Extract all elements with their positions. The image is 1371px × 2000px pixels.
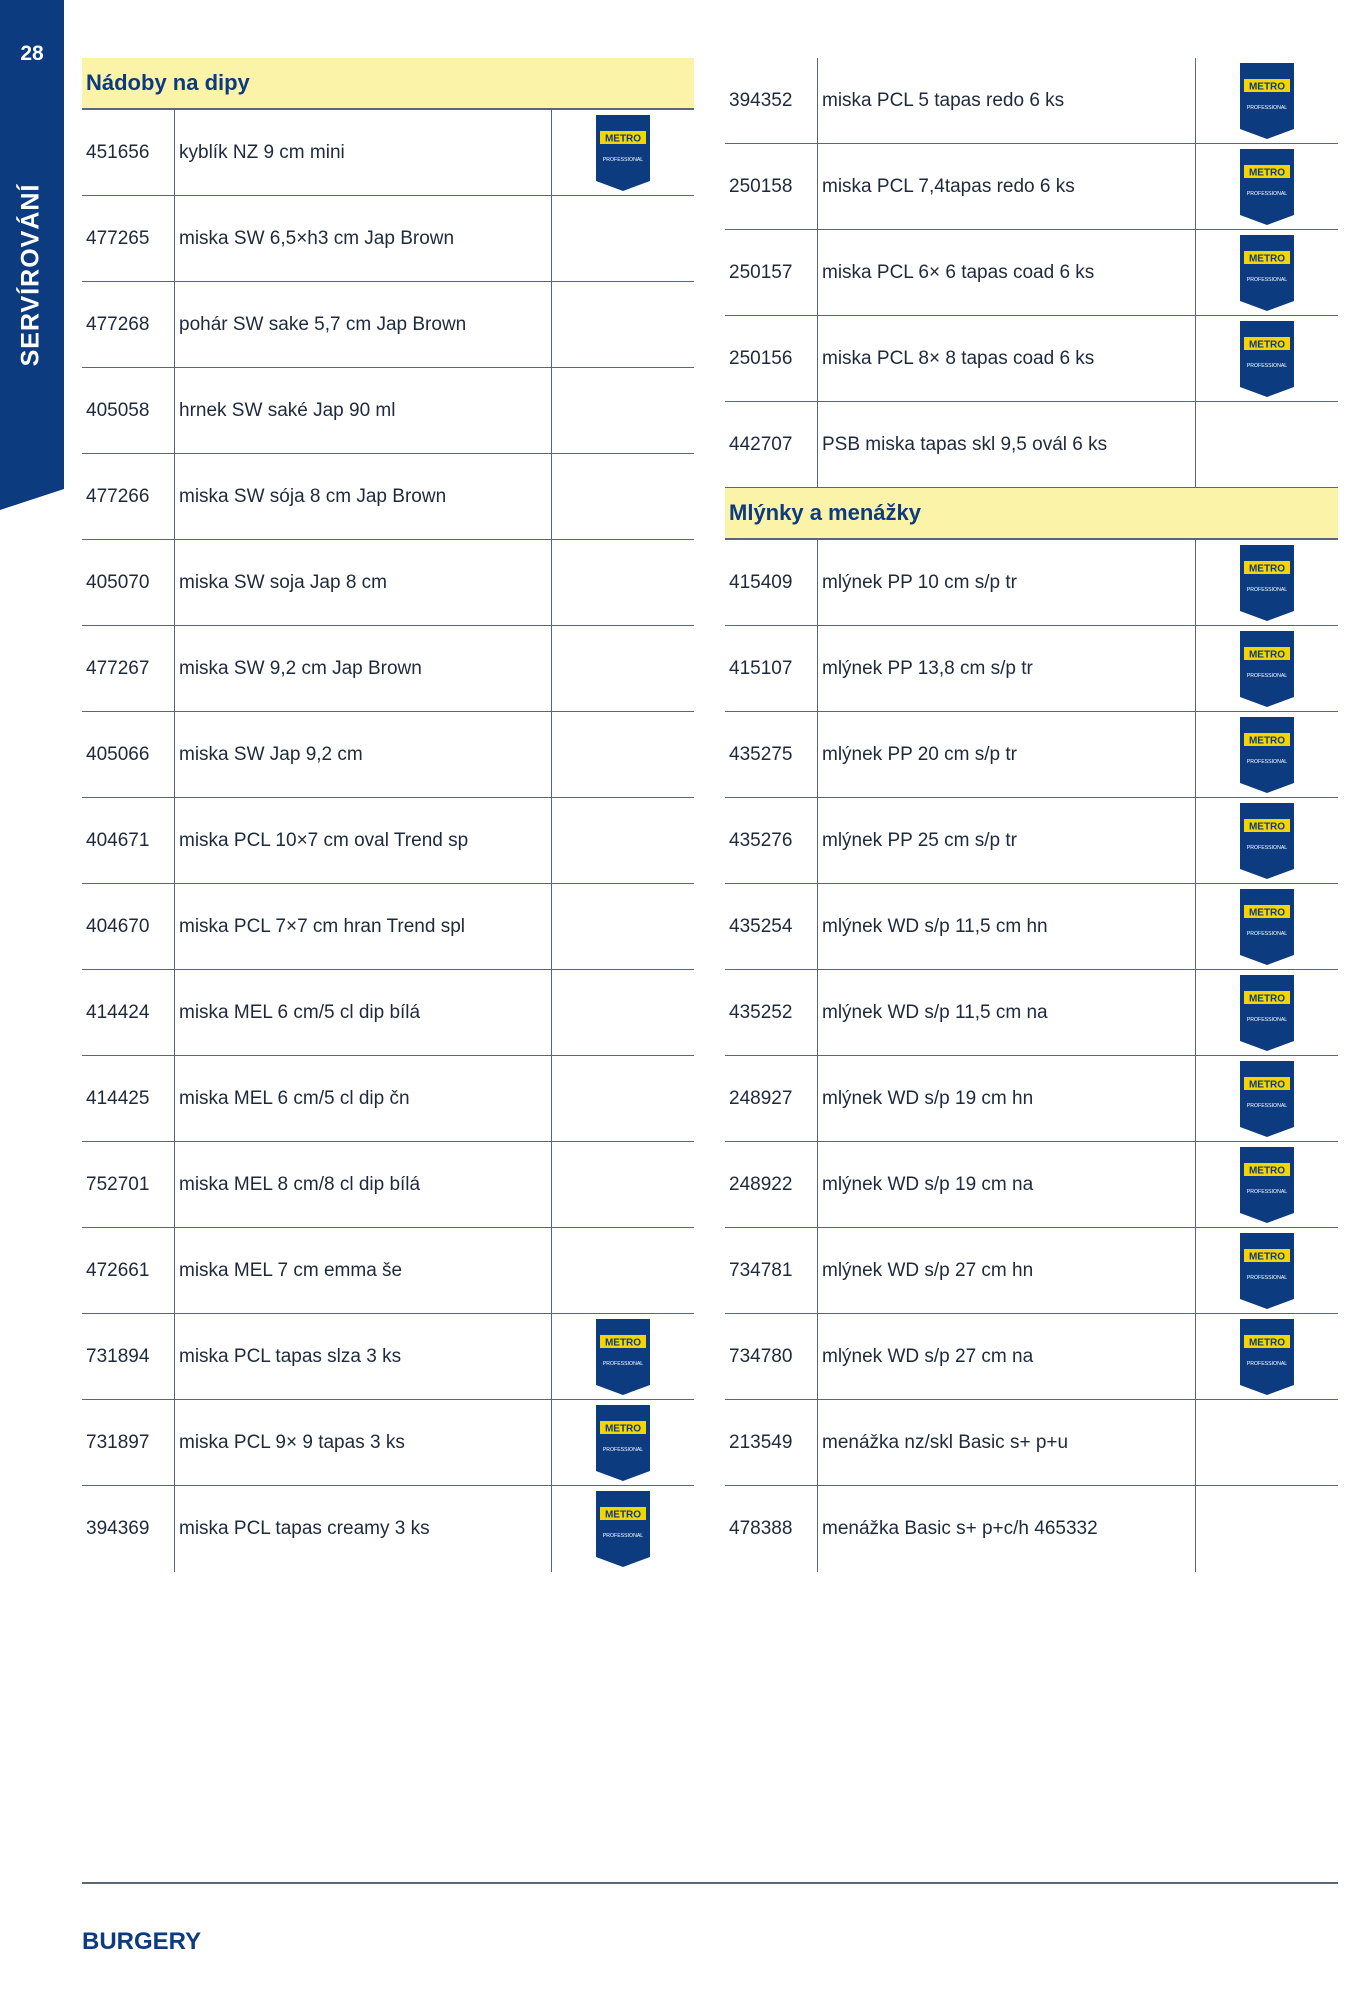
- metro-professional-logo: [1240, 631, 1294, 707]
- svg-text:PROFESSIONAL: PROFESSIONAL: [1246, 276, 1288, 283]
- product-row: [82, 1056, 694, 1142]
- product-name: miska PCL tapas creamy 3 ks: [175, 1486, 552, 1572]
- product-code: 478388: [725, 1486, 818, 1572]
- product-row: [82, 1314, 694, 1400]
- product-row: [82, 540, 694, 626]
- product-code: 248927: [725, 1056, 818, 1141]
- svg-text:PROFESSIONAL: PROFESSIONAL: [1246, 930, 1288, 937]
- svg-text:METRO: METRO: [1248, 339, 1286, 350]
- product-name: mlýnek WD s/p 11,5 cm na: [818, 970, 1196, 1055]
- product-name: kyblík NZ 9 cm mini: [175, 110, 552, 195]
- product-name: miska PCL 9× 9 tapas 3 ks: [175, 1400, 552, 1485]
- svg-text:PROFESSIONAL: PROFESSIONAL: [1246, 672, 1288, 679]
- svg-text:METRO: METRO: [1248, 907, 1286, 918]
- svg-text:METRO: METRO: [1248, 1251, 1286, 1262]
- logo-cell: [1196, 144, 1338, 229]
- product-code: 477267: [82, 626, 175, 711]
- svg-text:PROFESSIONAL: PROFESSIONAL: [1246, 190, 1288, 197]
- svg-text:METRO: METRO: [604, 1509, 642, 1521]
- product-row: [82, 1142, 694, 1228]
- product-name: mlýnek WD s/p 27 cm hn: [818, 1228, 1196, 1313]
- product-row: [725, 884, 1338, 970]
- section-heading-grinders: Mlýnky a menážky: [725, 488, 1338, 540]
- product-name: miska PCL 8× 8 tapas coad 6 ks: [818, 316, 1196, 401]
- product-name: miska PCL 6× 6 tapas coad 6 ks: [818, 230, 1196, 315]
- product-name: menážka nz/skl Basic s+ p+u: [818, 1400, 1196, 1485]
- right-column: [725, 58, 1338, 1572]
- svg-text:METRO: METRO: [1248, 1079, 1286, 1090]
- product-code: 250156: [725, 316, 818, 401]
- metro-professional-logo: [1240, 1147, 1294, 1223]
- logo-cell: [552, 1056, 694, 1141]
- product-row: [725, 58, 1338, 144]
- svg-text:METRO: METRO: [1248, 1165, 1286, 1176]
- section-heading-dips: Nádoby na dipy: [82, 58, 694, 110]
- product-code: 477268: [82, 282, 175, 367]
- svg-text:PROFESSIONAL: PROFESSIONAL: [1246, 1102, 1288, 1109]
- product-row: [725, 626, 1338, 712]
- svg-text:PROFESSIONAL: PROFESSIONAL: [1246, 844, 1288, 851]
- metro-professional-logo: [1240, 63, 1294, 139]
- product-name: miska MEL 6 cm/5 cl dip bílá: [175, 970, 552, 1055]
- product-code: 404671: [82, 798, 175, 883]
- product-code: 414424: [82, 970, 175, 1055]
- product-name: miska PCL 7,4tapas redo 6 ks: [818, 144, 1196, 229]
- product-name: pohár SW sake 5,7 cm Jap Brown: [175, 282, 552, 367]
- product-code: 250158: [725, 144, 818, 229]
- product-row: [725, 144, 1338, 230]
- svg-text:PROFESSIONAL: PROFESSIONAL: [602, 156, 644, 163]
- product-code: 415409: [725, 540, 818, 625]
- logo-cell: [1196, 626, 1338, 711]
- logo-cell: [1196, 798, 1338, 883]
- svg-text:PROFESSIONAL: PROFESSIONAL: [1246, 758, 1288, 765]
- product-name: miska MEL 6 cm/5 cl dip čn: [175, 1056, 552, 1141]
- svg-text:PROFESSIONAL: PROFESSIONAL: [1246, 1016, 1288, 1023]
- product-code: 442707: [725, 402, 818, 487]
- product-row: [82, 110, 694, 196]
- metro-professional-logo: [1240, 975, 1294, 1051]
- logo-cell: [1196, 1486, 1338, 1572]
- product-name: miska SW 6,5×h3 cm Jap Brown: [175, 196, 552, 281]
- svg-text:PROFESSIONAL: PROFESSIONAL: [1246, 1360, 1288, 1367]
- metro-professional-logo: [596, 115, 650, 191]
- logo-cell: [1196, 1228, 1338, 1313]
- left-column: [82, 58, 694, 1572]
- product-code: 731897: [82, 1400, 175, 1485]
- logo-cell: [552, 454, 694, 539]
- metro-professional-logo: [1240, 1319, 1294, 1395]
- logo-cell: [552, 970, 694, 1055]
- product-code: 435252: [725, 970, 818, 1055]
- logo-cell: [1196, 1314, 1338, 1399]
- svg-text:METRO: METRO: [604, 1337, 642, 1348]
- logo-cell: [552, 368, 694, 453]
- page-number: 28: [20, 42, 44, 65]
- product-row: [82, 454, 694, 540]
- section-vertical-label: SERVÍROVÁNÍ: [16, 183, 45, 367]
- logo-cell: [552, 110, 694, 195]
- logo-cell: [1196, 402, 1338, 487]
- svg-text:METRO: METRO: [1248, 81, 1286, 92]
- product-row: [82, 1228, 694, 1314]
- product-row: [725, 402, 1338, 488]
- logo-cell: [552, 884, 694, 969]
- product-name: mlýnek PP 25 cm s/p tr: [818, 798, 1196, 883]
- product-name: miska PCL 10×7 cm oval Trend sp: [175, 798, 552, 883]
- product-row: [725, 798, 1338, 884]
- logo-cell: [1196, 1400, 1338, 1485]
- product-name: miska SW Jap 9,2 cm: [175, 712, 552, 797]
- left-product-list: [82, 110, 694, 1572]
- logo-cell: [552, 1314, 694, 1399]
- product-code: 435254: [725, 884, 818, 969]
- svg-text:METRO: METRO: [604, 1423, 642, 1434]
- product-code: 734780: [725, 1314, 818, 1399]
- metro-professional-logo: [1240, 889, 1294, 965]
- logo-cell: [1196, 316, 1338, 401]
- product-name: hrnek SW saké Jap 90 ml: [175, 368, 552, 453]
- product-row: [82, 196, 694, 282]
- product-code: 752701: [82, 1142, 175, 1227]
- product-row: [82, 884, 694, 970]
- logo-cell: [552, 540, 694, 625]
- product-code: 213549: [725, 1400, 818, 1485]
- logo-cell: [552, 712, 694, 797]
- metro-professional-logo: [1240, 803, 1294, 879]
- product-row: [725, 540, 1338, 626]
- product-code: 248922: [725, 1142, 818, 1227]
- metro-professional-logo: [1240, 717, 1294, 793]
- metro-professional-logo: [1240, 149, 1294, 225]
- svg-text:PROFESSIONAL: PROFESSIONAL: [1246, 1188, 1288, 1195]
- footer-label: BURGERY: [82, 1928, 202, 1955]
- logo-cell: [552, 196, 694, 281]
- svg-text:METRO: METRO: [1248, 821, 1286, 832]
- product-code: 472661: [82, 1228, 175, 1313]
- product-code: 405058: [82, 368, 175, 453]
- product-name: mlýnek WD s/p 19 cm na: [818, 1142, 1196, 1227]
- metro-professional-logo: [1240, 321, 1294, 397]
- svg-text:PROFESSIONAL: PROFESSIONAL: [602, 1446, 644, 1453]
- product-row: [82, 1400, 694, 1486]
- metro-professional-logo: [1240, 1061, 1294, 1137]
- product-name: miska PCL 7×7 cm hran Trend spl: [175, 884, 552, 969]
- metro-professional-logo: [1240, 545, 1294, 621]
- metro-professional-logo: [596, 1319, 650, 1395]
- product-row: [725, 230, 1338, 316]
- product-code: 394352: [725, 58, 818, 143]
- product-row: [725, 1142, 1338, 1228]
- svg-text:PROFESSIONAL: PROFESSIONAL: [602, 1360, 644, 1367]
- product-code: 451656: [82, 110, 175, 195]
- product-code: 250157: [725, 230, 818, 315]
- product-name: miska SW soja Jap 8 cm: [175, 540, 552, 625]
- svg-text:METRO: METRO: [1248, 563, 1286, 574]
- product-name: mlýnek PP 20 cm s/p tr: [818, 712, 1196, 797]
- svg-text:PROFESSIONAL: PROFESSIONAL: [1246, 1274, 1288, 1281]
- logo-cell: [1196, 884, 1338, 969]
- metro-professional-logo: [596, 1405, 650, 1481]
- product-code: 477266: [82, 454, 175, 539]
- footer-divider: [82, 1882, 1338, 1884]
- svg-text:METRO: METRO: [1248, 167, 1286, 178]
- product-code: 414425: [82, 1056, 175, 1141]
- logo-cell: [1196, 712, 1338, 797]
- product-name: mlýnek WD s/p 11,5 cm hn: [818, 884, 1196, 969]
- metro-professional-logo: [596, 1491, 650, 1567]
- logo-cell: [552, 626, 694, 711]
- product-row: [82, 282, 694, 368]
- logo-cell: [552, 1400, 694, 1485]
- product-code: 731894: [82, 1314, 175, 1399]
- product-row: [725, 1228, 1338, 1314]
- logo-cell: [552, 282, 694, 367]
- svg-text:METRO: METRO: [1248, 993, 1286, 1004]
- product-row: [82, 368, 694, 454]
- product-row: [82, 712, 694, 798]
- product-name: miska SW sója 8 cm Jap Brown: [175, 454, 552, 539]
- product-row: [725, 712, 1338, 798]
- product-code: 404670: [82, 884, 175, 969]
- product-name: mlýnek WD s/p 27 cm na: [818, 1314, 1196, 1399]
- product-row: [725, 1314, 1338, 1400]
- product-row: [725, 1400, 1338, 1486]
- product-name: miska MEL 8 cm/8 cl dip bílá: [175, 1142, 552, 1227]
- logo-cell: [1196, 1056, 1338, 1141]
- product-row: [725, 1486, 1338, 1572]
- svg-text:PROFESSIONAL: PROFESSIONAL: [1246, 586, 1288, 593]
- product-name: miska PCL 5 tapas redo 6 ks: [818, 58, 1196, 143]
- svg-text:METRO: METRO: [1248, 1337, 1286, 1348]
- svg-text:METRO: METRO: [604, 133, 642, 144]
- svg-text:METRO: METRO: [1248, 649, 1286, 660]
- product-name: miska SW 9,2 cm Jap Brown: [175, 626, 552, 711]
- product-code: 394369: [82, 1486, 175, 1572]
- product-code: 734781: [725, 1228, 818, 1313]
- product-name: miska MEL 7 cm emma še: [175, 1228, 552, 1313]
- product-name: mlýnek PP 10 cm s/p tr: [818, 540, 1196, 625]
- product-name: mlýnek PP 13,8 cm s/p tr: [818, 626, 1196, 711]
- product-row: [725, 970, 1338, 1056]
- product-row: [725, 1056, 1338, 1142]
- product-code: 435275: [725, 712, 818, 797]
- product-code: 405070: [82, 540, 175, 625]
- svg-text:PROFESSIONAL: PROFESSIONAL: [602, 1533, 644, 1539]
- product-row: [82, 798, 694, 884]
- product-row: [82, 626, 694, 712]
- logo-cell: [1196, 58, 1338, 143]
- product-code: 405066: [82, 712, 175, 797]
- logo-cell: [552, 798, 694, 883]
- product-name: miska PCL tapas slza 3 ks: [175, 1314, 552, 1399]
- product-code: 415107: [725, 626, 818, 711]
- logo-cell: [1196, 540, 1338, 625]
- svg-text:PROFESSIONAL: PROFESSIONAL: [1246, 104, 1288, 111]
- product-name: PSB miska tapas skl 9,5 ovál 6 ks: [818, 402, 1196, 487]
- product-row: [82, 1486, 694, 1572]
- svg-text:PROFESSIONAL: PROFESSIONAL: [1246, 362, 1288, 369]
- right-product-list: [725, 540, 1338, 1572]
- right-top-product-list: [725, 58, 1338, 488]
- logo-cell: [1196, 230, 1338, 315]
- logo-cell: [552, 1228, 694, 1313]
- logo-cell: [1196, 970, 1338, 1055]
- product-name: mlýnek WD s/p 19 cm hn: [818, 1056, 1196, 1141]
- logo-cell: [1196, 1142, 1338, 1227]
- product-row: [82, 970, 694, 1056]
- product-row: [725, 316, 1338, 402]
- svg-text:METRO: METRO: [1248, 735, 1286, 746]
- svg-text:METRO: METRO: [1248, 253, 1286, 264]
- product-name: menážka Basic s+ p+c/h 465332: [818, 1486, 1196, 1572]
- product-code: 477265: [82, 196, 175, 281]
- metro-professional-logo: [1240, 1233, 1294, 1309]
- logo-cell: [552, 1486, 694, 1572]
- metro-professional-logo: [1240, 235, 1294, 311]
- logo-cell: [552, 1142, 694, 1227]
- product-code: 435276: [725, 798, 818, 883]
